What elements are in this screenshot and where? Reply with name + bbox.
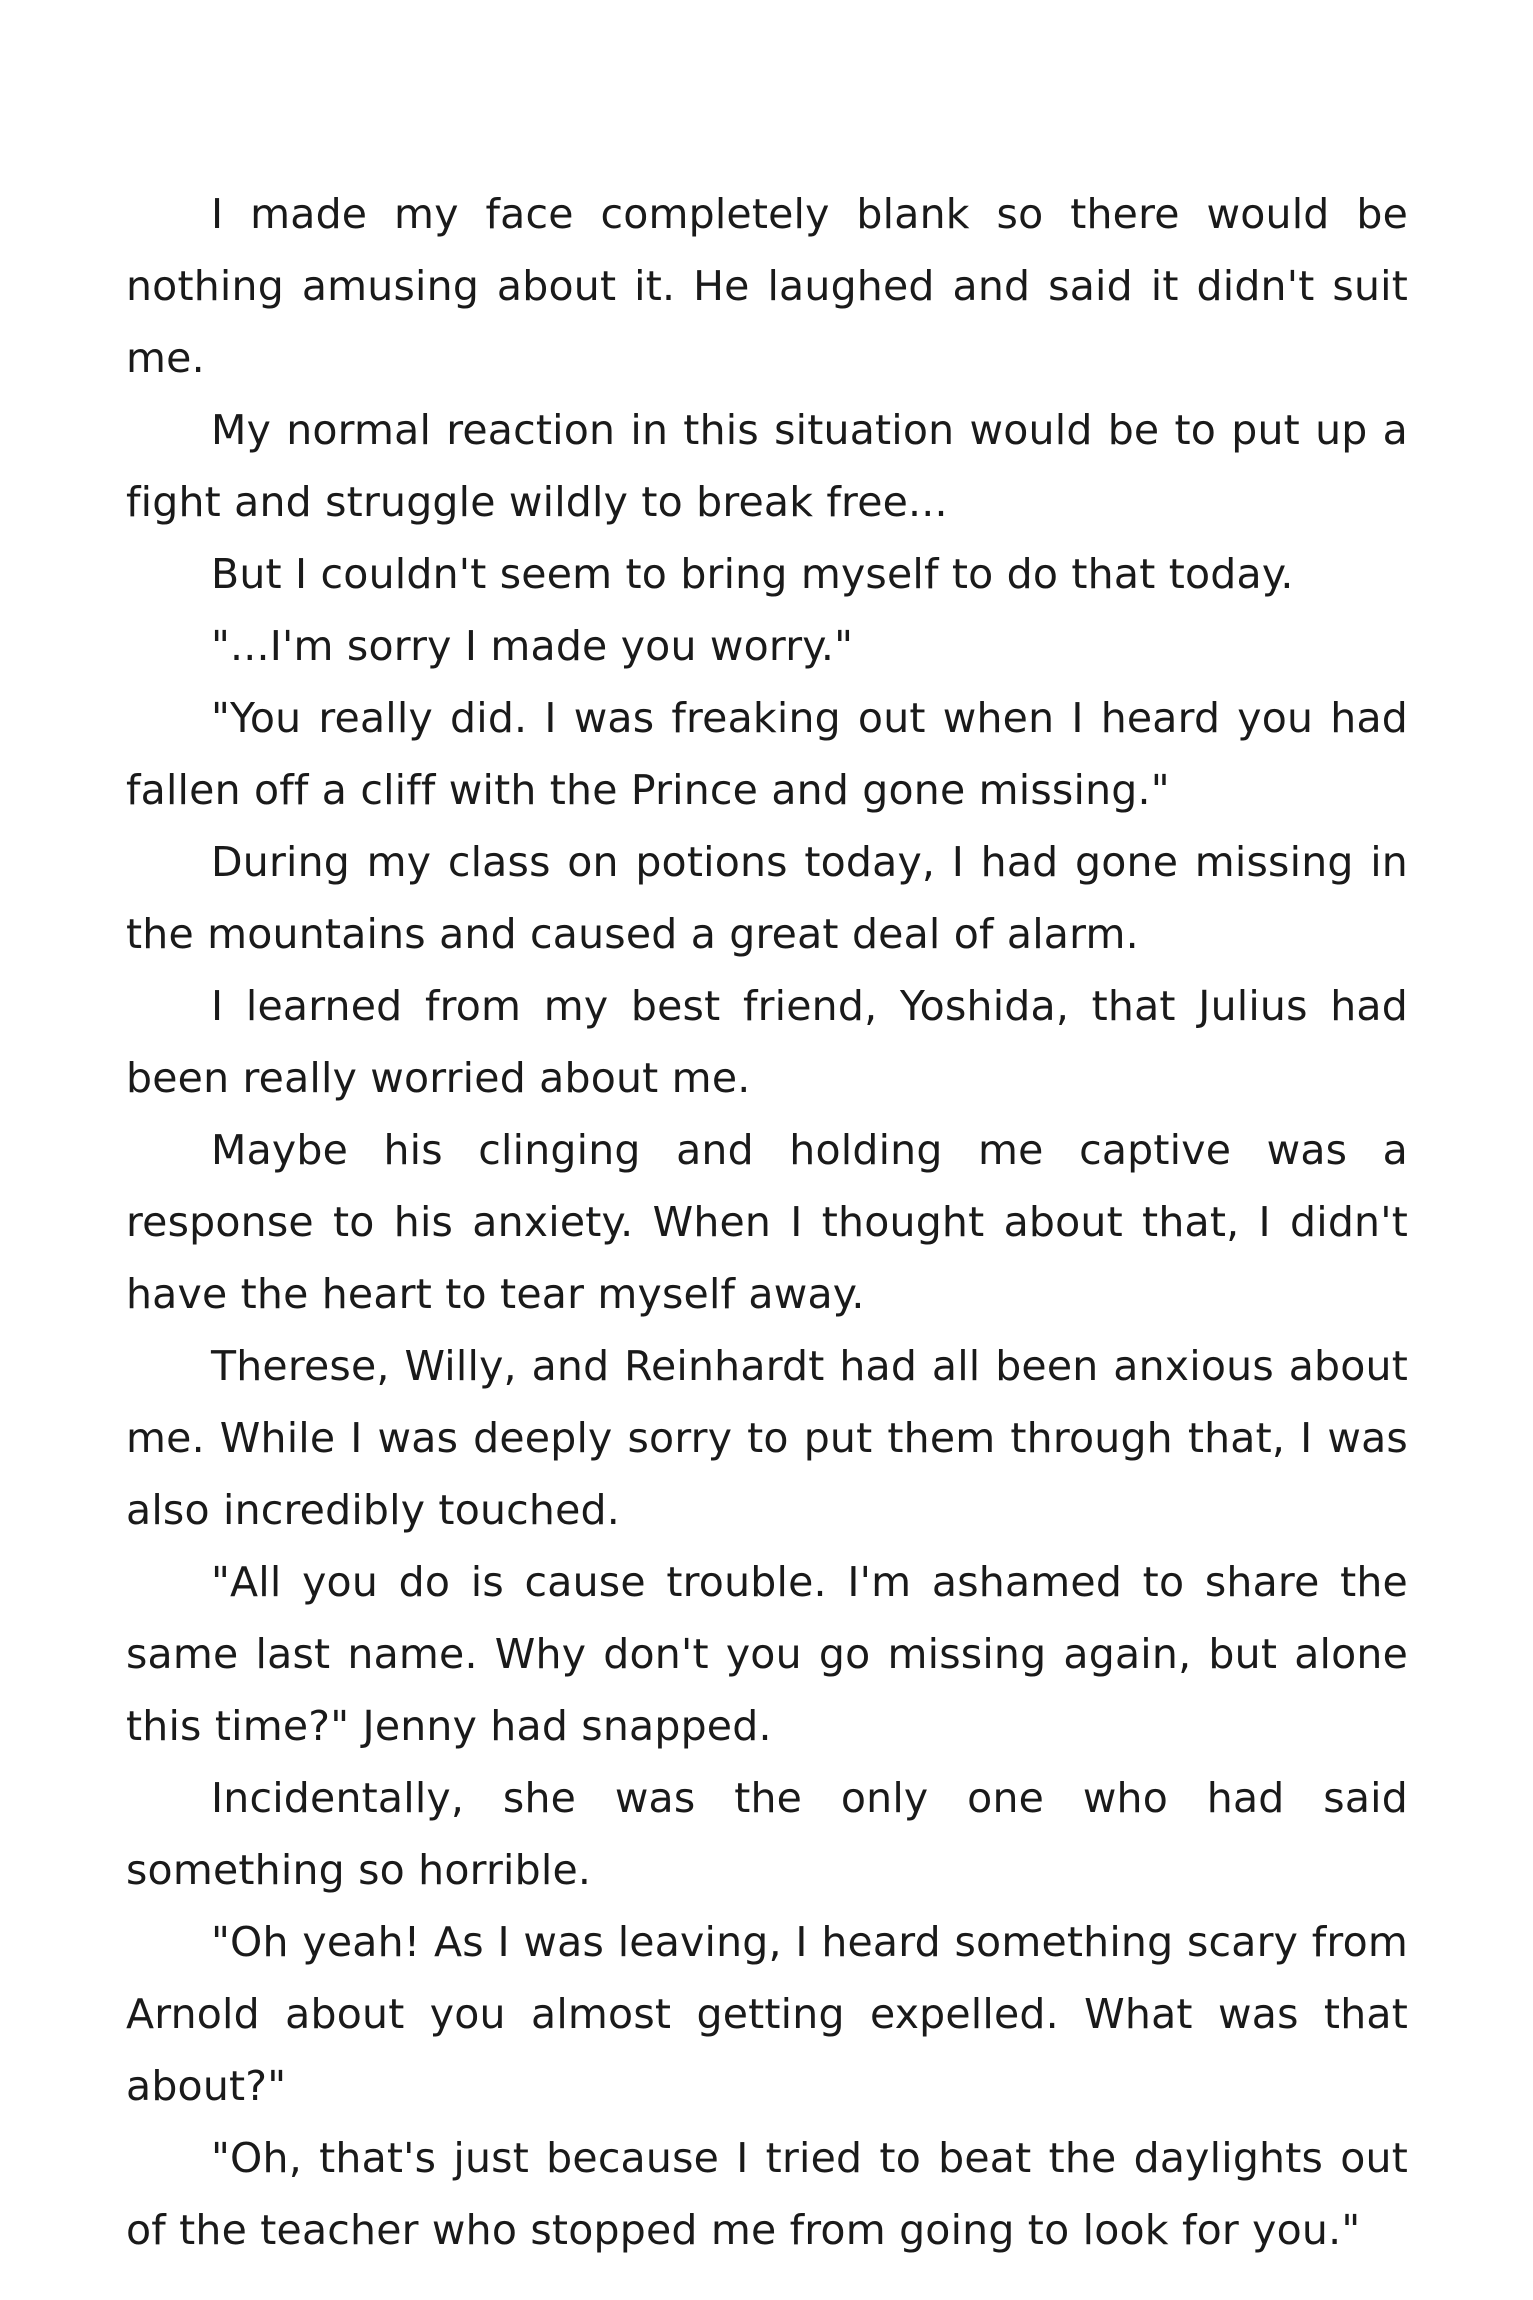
paragraph: During my class on potions today, I had gone missing in the mountains and caused a great deal of alarm. <box>126 838 1408 958</box>
paragraph: Therese, Willy, and Reinhardt had all been anxious about me. While I was deeply sorry to put them through that, I was also incredibly touched. <box>126 1342 1408 1534</box>
paragraph: Maybe his clinging and holding me captive was a response to his anxiety. When I thought about that, I didn't have the heart to tear myself away. <box>126 1126 1408 1318</box>
paragraph: Incidentally, she was the only one who had said something so horrible. <box>126 1774 1408 1894</box>
paragraph: I made my face completely blank so there would be nothing amusing about it. He laughed and said it didn't suit me. <box>126 190 1408 382</box>
paragraph: "All you do is cause trouble. I'm ashamed to share the same last name. Why don't you go missing again, but alone this time?" Jenny had snapped. <box>126 1558 1408 1750</box>
paragraph: I learned from my best friend, Yoshida, that Julius had been really worried about me. <box>126 982 1408 1102</box>
paragraph: "Oh yeah! As I was leaving, I heard something scary from Arnold about you almost getting expelled. What was that about?" <box>126 1918 1408 2110</box>
paragraph: "Oh, that's just because I tried to beat the daylights out of the teacher who stopped me from going to look for you." <box>126 2134 1408 2254</box>
paragraph: But I couldn't seem to bring myself to do that today. <box>211 550 1294 598</box>
paragraph: "...I'm sorry I made you worry." <box>211 622 854 670</box>
paragraph: My normal reaction in this situation would be to put up a fight and struggle wildly to break free... <box>126 406 1408 526</box>
book-page <box>126 178 1408 2266</box>
paragraph: "You really did. I was freaking out when I heard you had fallen off a cliff with the Prince and gone missing." <box>126 694 1408 814</box>
